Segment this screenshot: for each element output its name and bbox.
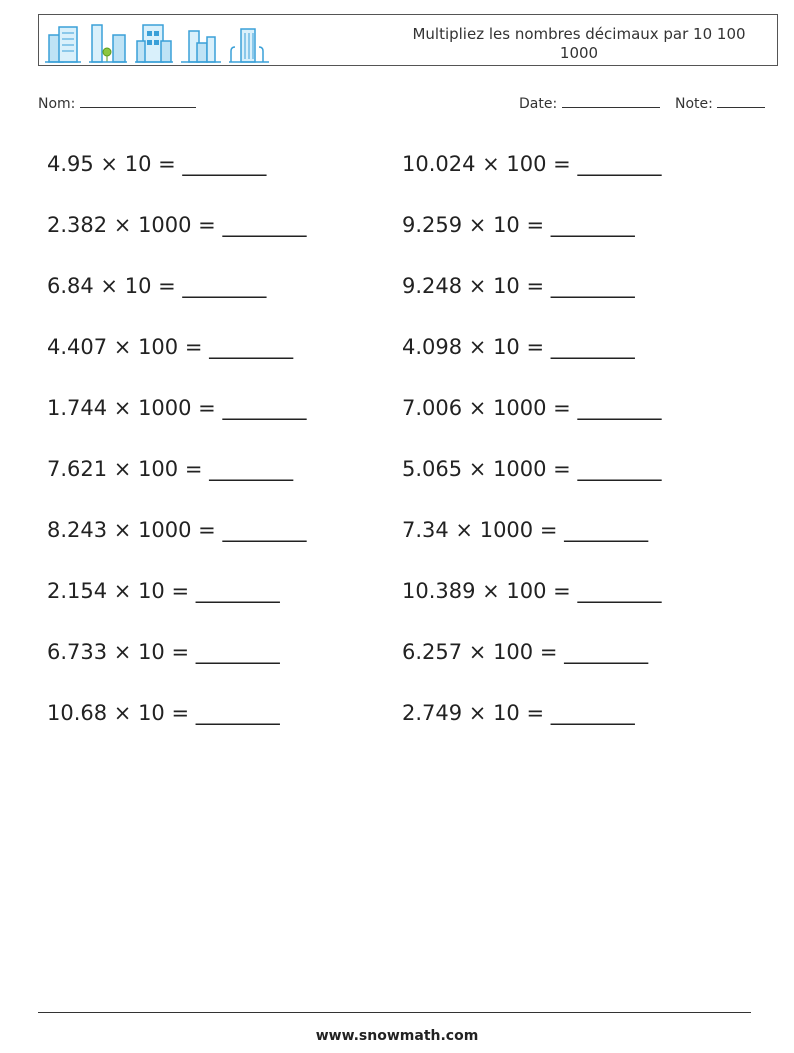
problem-item: 10.389 × 100 = ________ [402, 579, 662, 603]
problem-item: 7.34 × 1000 = ________ [402, 518, 649, 542]
date-field [519, 93, 660, 112]
problem-item: 4.098 × 10 = ________ [402, 335, 635, 359]
problem-row [47, 573, 767, 634]
worksheet-header [38, 14, 778, 66]
name-label: Nom: [38, 96, 76, 112]
problem-row [47, 451, 767, 512]
building-tree-icon [89, 23, 127, 63]
grade-label: Note: [675, 96, 713, 112]
worksheet-title: Multipliez les nombres décimaux par 10 100 1000 [412, 25, 746, 62]
office-building-icon [135, 23, 173, 63]
problem-row [47, 390, 767, 451]
footer-url[interactable]: www.snowmath.com [315, 1028, 479, 1044]
problem-item: 2.749 × 10 = ________ [402, 701, 635, 725]
problem-item: 7.621 × 100 = ________ [47, 457, 294, 481]
problem-item: 4.407 × 100 = ________ [47, 335, 294, 359]
name-field [38, 93, 196, 112]
footer-divider [38, 1012, 751, 1013]
problem-item: 10.68 × 10 = ________ [47, 701, 280, 725]
grade-blank[interactable] [717, 93, 765, 108]
problem-item: 5.065 × 1000 = ________ [402, 457, 662, 481]
problem-item: 2.154 × 10 = ________ [47, 579, 280, 603]
grade-field [675, 93, 765, 112]
problem-item: 2.382 × 1000 = ________ [47, 213, 307, 237]
problem-item: 1.744 × 1000 = ________ [47, 396, 307, 420]
date-label: Date: [519, 96, 558, 112]
tower-lamp-icon [229, 23, 269, 63]
problem-item: 9.259 × 10 = ________ [402, 213, 635, 237]
problem-row [47, 512, 767, 573]
problem-row [47, 634, 767, 695]
problem-grid [47, 146, 767, 756]
problem-item: 6.733 × 10 = ________ [47, 640, 280, 664]
problem-item: 8.243 × 1000 = ________ [47, 518, 307, 542]
problem-row [47, 329, 767, 390]
problem-row [47, 207, 767, 268]
problem-row [47, 695, 767, 756]
problem-item: 10.024 × 100 = ________ [402, 152, 662, 176]
header-icons [45, 21, 269, 63]
problem-item: 4.95 × 10 = ________ [47, 152, 267, 176]
city-buildings-icon [181, 23, 221, 63]
problem-item: 6.257 × 100 = ________ [402, 640, 649, 664]
problem-item: 9.248 × 10 = ________ [402, 274, 635, 298]
problem-row [47, 146, 767, 207]
problem-item: 6.84 × 10 = ________ [47, 274, 267, 298]
date-blank[interactable] [562, 93, 660, 108]
building-icon [45, 23, 81, 63]
problem-row [47, 268, 767, 329]
name-blank[interactable] [80, 93, 196, 108]
problem-item: 7.006 × 1000 = ________ [402, 396, 662, 420]
